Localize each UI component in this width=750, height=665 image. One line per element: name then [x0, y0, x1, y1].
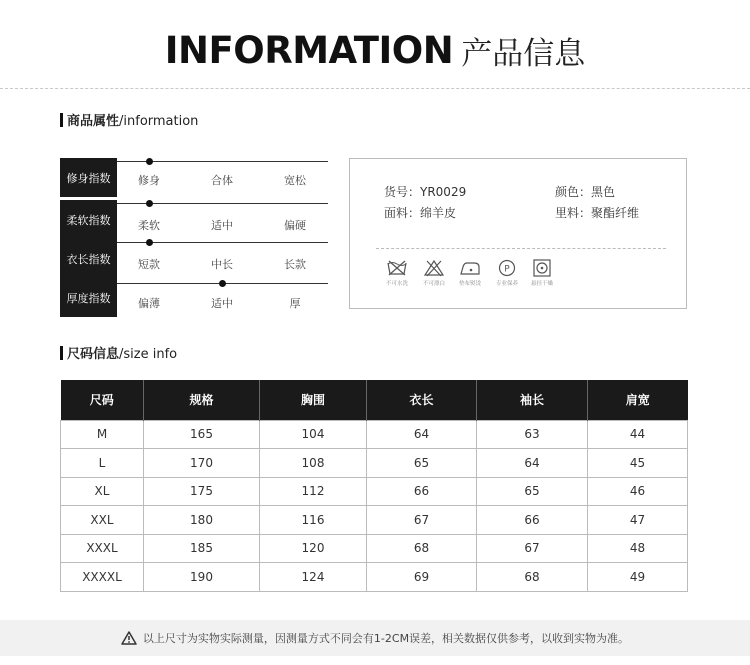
column-header: 尺码	[61, 380, 144, 420]
section-label-cn: 尺码信息	[67, 347, 120, 362]
index-option: 适中	[211, 297, 233, 310]
size-cell: XXL	[61, 506, 144, 535]
index-option: 适中	[211, 219, 233, 232]
index-row	[60, 239, 328, 278]
measure-cell: 65	[477, 477, 588, 506]
table-row	[61, 449, 688, 478]
care-label: 垫布熨烫	[458, 281, 481, 287]
low-iron-icon	[458, 259, 482, 277]
column-header: 规格	[144, 380, 260, 420]
care-label: 专业保养	[495, 281, 518, 287]
section-label-cn: 商品属性	[67, 114, 120, 129]
index-option: 偏硬	[284, 219, 306, 232]
section-marker	[60, 113, 63, 127]
size-cell: M	[61, 420, 144, 449]
color: 颜色：黑色	[555, 185, 616, 199]
index-label: 厚度指数	[60, 278, 117, 317]
measure-cell: 47	[588, 506, 688, 535]
index-option: 柔软	[138, 219, 160, 232]
care-item	[522, 259, 562, 287]
measure-cell: 63	[477, 420, 588, 449]
title-english: INFORMATION	[164, 29, 454, 72]
measure-cell: 165	[144, 420, 260, 449]
measure-cell: 120	[260, 534, 367, 563]
care-label: 不可水洗	[385, 281, 408, 287]
measure-cell: 67	[367, 506, 477, 535]
measure-cell: 185	[144, 534, 260, 563]
section-marker	[60, 346, 63, 360]
index-marker	[146, 158, 153, 165]
fabric: 面料：绵羊皮	[384, 206, 457, 220]
index-row	[60, 278, 328, 317]
size-table	[60, 380, 688, 592]
index-label: 柔软指数	[60, 200, 117, 239]
index-marker	[146, 239, 153, 246]
divider	[0, 88, 750, 89]
size-cell: XL	[61, 477, 144, 506]
index-option: 合体	[211, 174, 233, 187]
column-header: 袖长	[477, 380, 588, 420]
table-row	[61, 420, 688, 449]
measure-cell: 104	[260, 420, 367, 449]
index-marker	[219, 280, 226, 287]
svg-text:P: P	[504, 264, 510, 275]
tumble-dry-icon	[532, 259, 552, 277]
index-option: 偏薄	[138, 297, 160, 310]
page-title	[0, 28, 750, 73]
column-header: 衣长	[367, 380, 477, 420]
measure-cell: 44	[588, 420, 688, 449]
title-chinese: 产品信息	[461, 36, 586, 72]
index-option: 修身	[138, 174, 160, 187]
index-marker	[146, 200, 153, 207]
measure-cell: 170	[144, 449, 260, 478]
index-option: 中长	[211, 258, 233, 271]
measure-cell: 175	[144, 477, 260, 506]
table-row	[61, 506, 688, 535]
measure-cell: 108	[260, 449, 367, 478]
measure-cell: 65	[367, 449, 477, 478]
measure-cell: 64	[477, 449, 588, 478]
professional-dry-clean-icon	[497, 259, 517, 277]
care-item	[377, 259, 417, 287]
measure-cell: 69	[367, 563, 477, 592]
warning-icon	[121, 631, 137, 645]
care-label: 悬挂干燥	[530, 281, 553, 287]
table-row	[61, 477, 688, 506]
footer-note-text: 以上尺寸为实物实际测量，因测量方式不同会有1-2CM误差，相关数据仅供参考，以收到实物为准。	[142, 632, 630, 645]
care-item	[487, 259, 527, 287]
index-option: 厚	[289, 297, 301, 310]
index-row	[60, 200, 328, 239]
index-option: 宽松	[284, 174, 306, 187]
section-heading-attributes	[60, 113, 198, 129]
measure-cell: 67	[477, 534, 588, 563]
measure-cell: 124	[260, 563, 367, 592]
table-header-row	[61, 380, 688, 420]
care-item	[414, 259, 454, 287]
measure-cell: 64	[367, 420, 477, 449]
measure-cell: 68	[367, 534, 477, 563]
care-label: 不可漂白	[422, 281, 445, 287]
index-label: 衣长指数	[60, 239, 117, 278]
section-heading-size	[60, 346, 177, 362]
product-detail-box	[349, 158, 687, 309]
size-cell: XXXXL	[61, 563, 144, 592]
measure-cell: 190	[144, 563, 260, 592]
footer-note	[0, 620, 750, 656]
no-hand-wash-icon	[386, 259, 408, 277]
section-label-en: /information	[119, 114, 199, 129]
table-row	[61, 534, 688, 563]
lining: 里料：聚酯纤维	[555, 206, 640, 220]
measure-cell: 66	[477, 506, 588, 535]
index-label: 修身指数	[60, 158, 117, 197]
measure-cell: 112	[260, 477, 367, 506]
index-option: 短款	[138, 258, 160, 271]
size-cell: L	[61, 449, 144, 478]
measure-cell: 46	[588, 477, 688, 506]
index-row	[60, 158, 328, 197]
size-cell: XXXL	[61, 534, 144, 563]
measure-cell: 48	[588, 534, 688, 563]
measure-cell: 68	[477, 563, 588, 592]
measure-cell: 116	[260, 506, 367, 535]
no-bleach-icon	[423, 259, 445, 277]
measure-cell: 66	[367, 477, 477, 506]
table-row	[61, 563, 688, 592]
item-number: 货号：YR0029	[384, 185, 467, 199]
measure-cell: 45	[588, 449, 688, 478]
index-option: 长款	[284, 258, 306, 271]
column-header: 肩宽	[588, 380, 688, 420]
measure-cell: 49	[588, 563, 688, 592]
column-header: 胸围	[260, 380, 367, 420]
measure-cell: 180	[144, 506, 260, 535]
detail-divider	[376, 248, 666, 249]
care-item	[450, 259, 490, 287]
section-label-en: /size info	[119, 347, 178, 362]
